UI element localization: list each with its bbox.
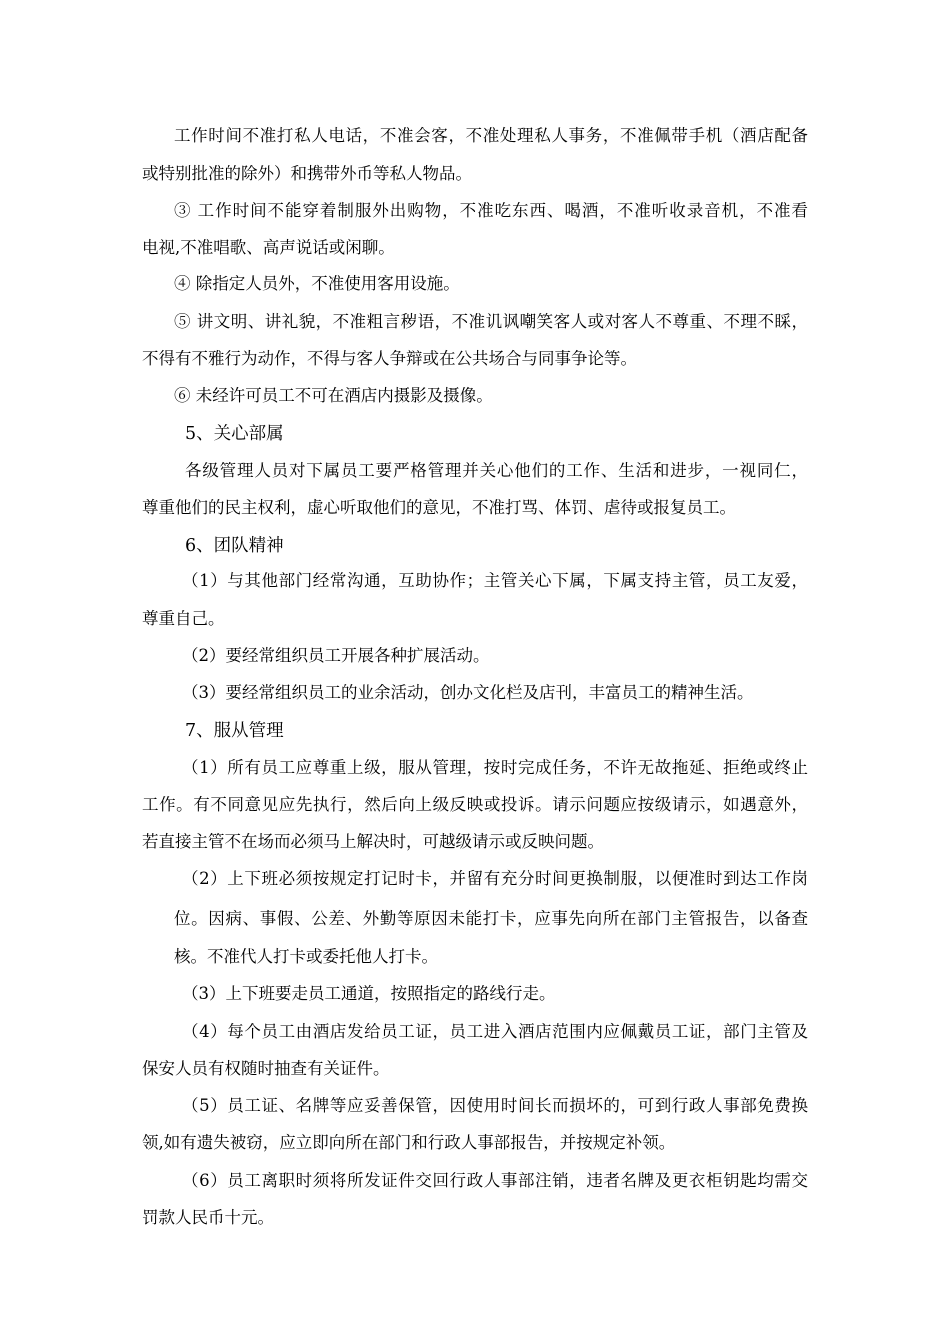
text-line: 不得有不雅行为动作，不得与客人争辩或在公共场合与同事争论等。 [142,349,637,368]
text-line: 或特别批准的除外）和携带外币等私人物品。 [142,164,472,183]
text-line: 保安人员有权随时抽查有关证件。 [142,1059,390,1078]
text-line: 罚款人民币十元。 [142,1208,274,1227]
list-item-2: （2）要经常组织员工开展各种扩展活动。 [182,646,490,665]
text-line: 各级管理人员对下属员工要严格管理并关心他们的工作、生活和进步，一视同仁， [185,461,808,480]
list-item-5: （5）员工证、名牌等应妥善保管，因使用时间长而损坏的，可到行政人事部免费换 [182,1096,808,1115]
text-line: 工作时间不准打私人电话，不准会客，不准处理私人事务，不准佩带手机（酒店配备 [174,126,808,145]
section-heading-7: 7、服从管理 [185,721,284,741]
text-line: 若直接主管不在场而必须马上解决时，可越级请示或反映问题。 [142,832,604,851]
list-item-1: （1）所有员工应尊重上级，服从管理，按时完成任务，不许无故拖延、拒绝或终止 [182,758,808,777]
list-item-3: （3）要经常组织员工的业余活动，创办文化栏及店刊，丰富员工的精神生活。 [182,683,754,702]
text-line: 尊重他们的民主权利，虚心听取他们的意见，不准打骂、体罚、虐待或报复员工。 [142,498,736,517]
text-line: 核。不准代人打卡或委托他人打卡。 [174,947,438,966]
text-line: 位。因病、事假、公差、外勤等原因未能打卡，应事先向所在部门主管报告，以备查 [174,909,808,928]
section-heading-5: 5、关心部属 [185,424,284,444]
text-line: 尊重自己。 [142,609,225,628]
list-item-2: （2）上下班必须按规定打记时卡，并留有充分时间更换制服，以便准时到达工作岗 [182,869,808,888]
list-item-4: ④ 除指定人员外，不准使用客用设施。 [174,274,460,293]
text-line: 电视,不准唱歌、高声说话或闲聊。 [142,238,395,257]
list-item-5: ⑤ 讲文明、讲礼貌，不准粗言秽语，不准讥讽嘲笑客人或对客人不尊重、不理不睬， [174,312,808,331]
list-item-3: （3）上下班要走员工通道，按照指定的路线行走。 [182,984,556,1003]
list-item-6: ⑥ 未经许可员工不可在酒店内摄影及摄像。 [174,386,493,405]
list-item-3: ③ 工作时间不能穿着制服外出购物，不准吃东西、喝酒，不准听收录音机，不准看 [174,201,808,220]
list-item-1: （1）与其他部门经常沟通，互助协作；主管关心下属，下属支持主管，员工友爱， [182,571,808,590]
section-heading-6: 6、团队精神 [185,536,284,556]
list-item-4: （4）每个员工由酒店发给员工证，员工进入酒店范围内应佩戴员工证，部门主管及 [182,1022,808,1041]
text-line: 工作。有不同意见应先执行，然后向上级反映或投诉。请示问题应按级请示，如遇意外， [142,795,808,814]
text-line: 领,如有遗失被窃，应立即向所在部门和行政人事部报告，并按规定补领。 [142,1133,676,1152]
list-item-6: （6）员工离职时须将所发证件交回行政人事部注销，违者名牌及更衣柜钥匙均需交 [182,1171,808,1190]
